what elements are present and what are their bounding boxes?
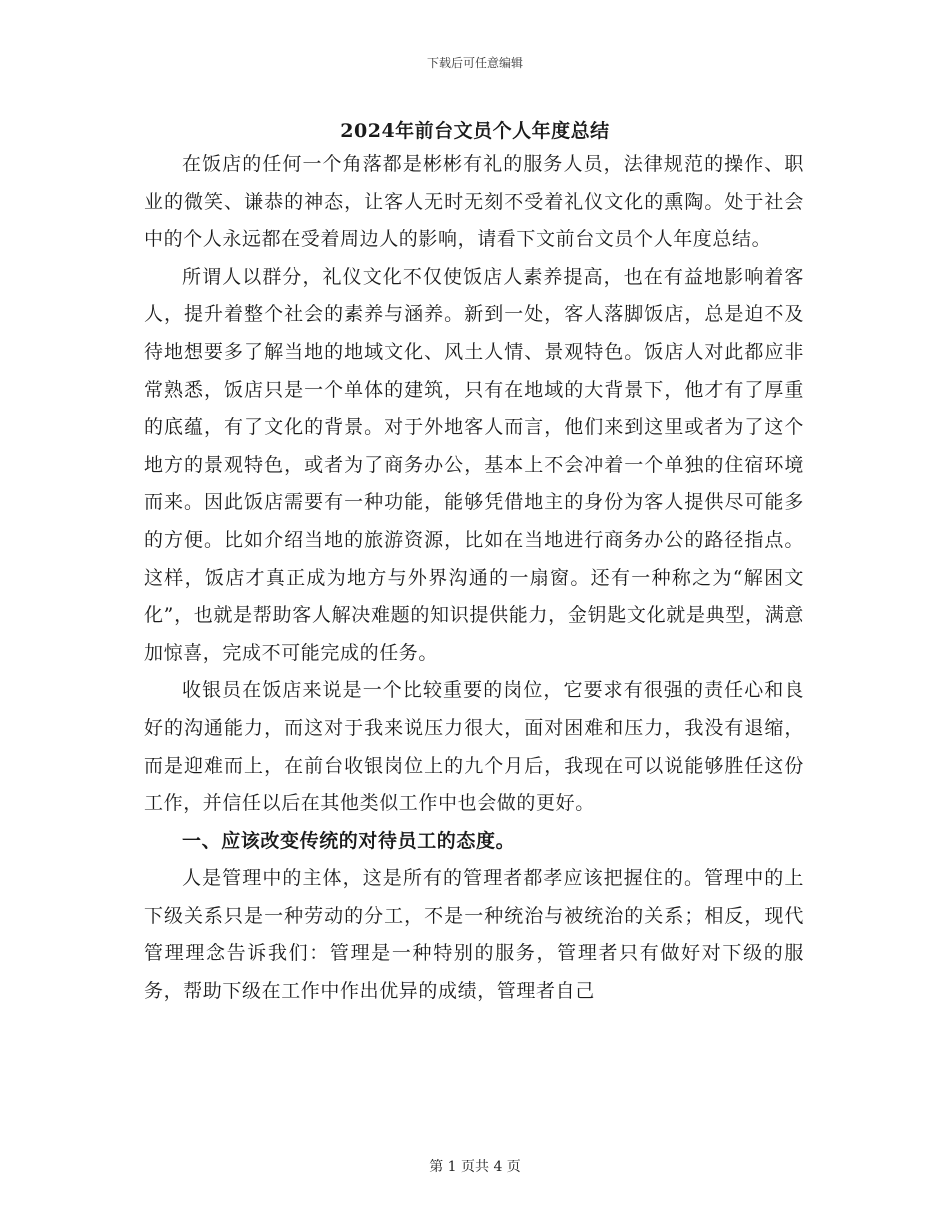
paragraph-etiquette-culture: 所谓人以群分，礼仪文化不仅使饭店人素养提高，也在有益地影响着客人，提升着整个社会的素养与涵养。新到一处，客人落脚饭店，总是迫不及待地想要多了解当地的地域文化、风土人情、景观特色。饭店人对此都应非常熟悉，饭店只是一个单体的建筑，只有在地域的大背景下，他才有了厚重的底蕴，有了文化的背景。对于外地客人而言，他们来到这里或者为了这个地方的景观特色，或者为了商务办公，基本上不会冲着一个单独的住宿环境而来。因此饭店需要有一种功能，能够凭借地主的身份为客人提供尽可能多的方便。比如介绍当地的旅游资源，比如在当地进行商务办公的路径指点。这样，饭店才真正成为地方与外界沟通的一扇窗。还有一种称之为“解困文化”，也就是帮助客人解决难题的知识提供能力，金钥匙文化就是典型，满意加惊喜，完成不可能完成的任务。 xyxy=(144,265,804,664)
page-number-footer: 第 1 页共 4 页 xyxy=(429,1159,521,1175)
page-header-note: 下载后可任意编辑 xyxy=(426,56,523,70)
paragraph-management: 人是管理中的主体，这是所有的管理者都孝应该把握住的。管理中的上下级关系只是一种劳动的分工，不是一种统治与被统治的关系；相反，现代管理理念告诉我们：管理是一种特别的服务，管理者只有做好对下级的服务，帮助下级在工作中作出优异的成绩，管理者自己 xyxy=(144,867,804,1003)
document-body xyxy=(144,146,804,1011)
document-title: 2024年前台文员个人年度总结 xyxy=(340,120,610,142)
paragraph-cashier-role: 收银员在饭店来说是一个比较重要的岗位，它要求有很强的责任心和良好的沟通能力，而这对于我来说压力很大，面对困难和压力，我没有退缩，而是迎难而上，在前台收银岗位上的九个月后，我现在可以说能够胜任这份工作，并信任以后在其他类似工作中也会做的更好。 xyxy=(144,679,804,815)
section-heading: 一、应该改变传统的对待员工的态度。 xyxy=(182,829,516,852)
paragraph-intro: 在饭店的任何一个角落都是彬彬有礼的服务人员，法律规范的操作、职业的微笑、谦恭的神态，让客人无时无刻不受着礼仪文化的熏陶。处于社会中的个人永远都在受着周边人的影响，请看下文前台文员个人年度总结。 xyxy=(144,153,804,251)
